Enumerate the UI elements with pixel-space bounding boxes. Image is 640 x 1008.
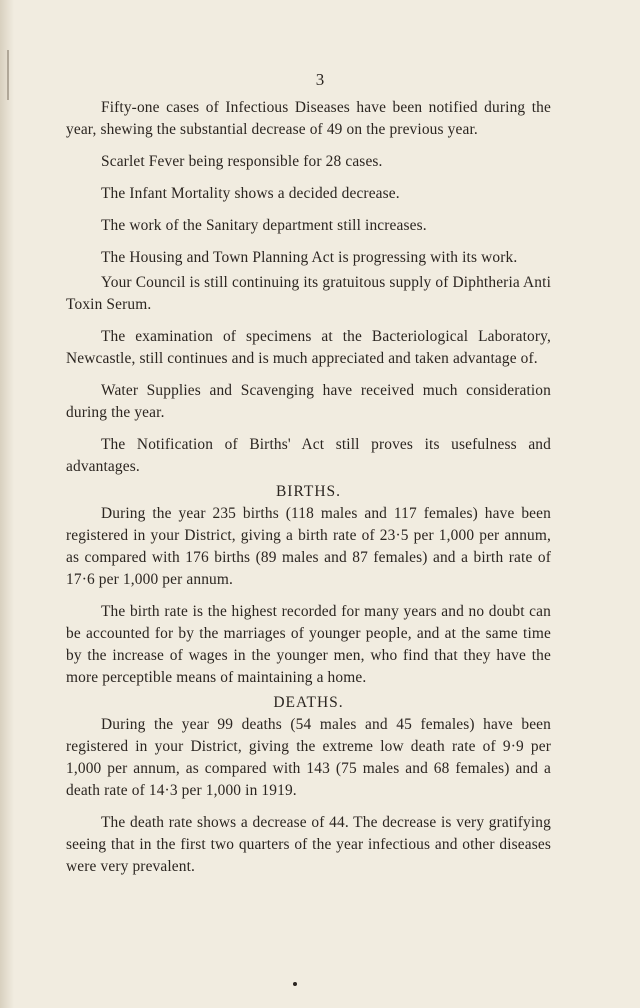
- paragraph-sanitary-department: The work of the Sanitary department still increases.: [101, 217, 427, 234]
- paragraph-scarlet-fever: Scarlet Fever being responsible for 28 cases.: [101, 153, 383, 170]
- paragraph-infectious-diseases: Fifty-one cases of Infectious Diseases have been notified during the year, shewing the substantial decrease of 49 on the previous year.: [66, 99, 551, 138]
- paragraph-births-registered: During the year 235 births (118 males and 117 females) have been registered in your District, giving a birth rate of 23·5 per 1,000 per annum, as compared with 176 births (89 males and 87 females) and a birth rate of 17·6 per 1,000 per annum.: [66, 505, 551, 588]
- births-heading: BIRTHS.: [275, 483, 342, 500]
- paragraph-birth-rate: The birth rate is the highest recorded for many years and no doubt can be accounted for by the marriages of younger people, and at the same time by the increase of wages in the younger men, who find that they have the more perceptible means of maintaining a home.: [66, 603, 551, 686]
- paragraph-deaths-registered: During the year 99 deaths (54 males and 45 females) have been registered in your District, giving the extreme low death rate of 9·9 per 1,000 per annum, as compared with 143 (75 males and 68 females) and a death rate of 14·3 per 1,000 in 1919.: [66, 716, 551, 799]
- paragraph-bacteriological-laboratory: The examination of specimens at the Bacteriological Laboratory, Newcastle, still continues and is much appreciated and taken advantage of.: [66, 328, 551, 367]
- footer-dot: [293, 982, 297, 986]
- document-body: [66, 97, 551, 888]
- paragraph-diphtheria-serum: Your Council is still continuing its gratuitous supply of Diphtheria Anti Toxin Serum.: [66, 274, 551, 313]
- paragraph-housing-act: The Housing and Town Planning Act is progressing with its work.: [101, 249, 518, 266]
- paragraph-infant-mortality: The Infant Mortality shows a decided decrease.: [101, 185, 400, 202]
- paragraph-death-rate: The death rate shows a decrease of 44. The decrease is very gratifying seeing that in the first two quarters of the year infectious and other diseases were very prevalent.: [66, 814, 551, 875]
- page-edge-shadow: [0, 0, 14, 1008]
- paragraph-notification-of-births: The Notification of Births' Act still proves its usefulness and advantages.: [66, 436, 551, 475]
- deaths-heading: DEATHS.: [273, 694, 344, 711]
- paragraph-water-supplies: Water Supplies and Scavenging have received much consideration during the year.: [66, 382, 551, 421]
- page-number: 3: [315, 70, 325, 89]
